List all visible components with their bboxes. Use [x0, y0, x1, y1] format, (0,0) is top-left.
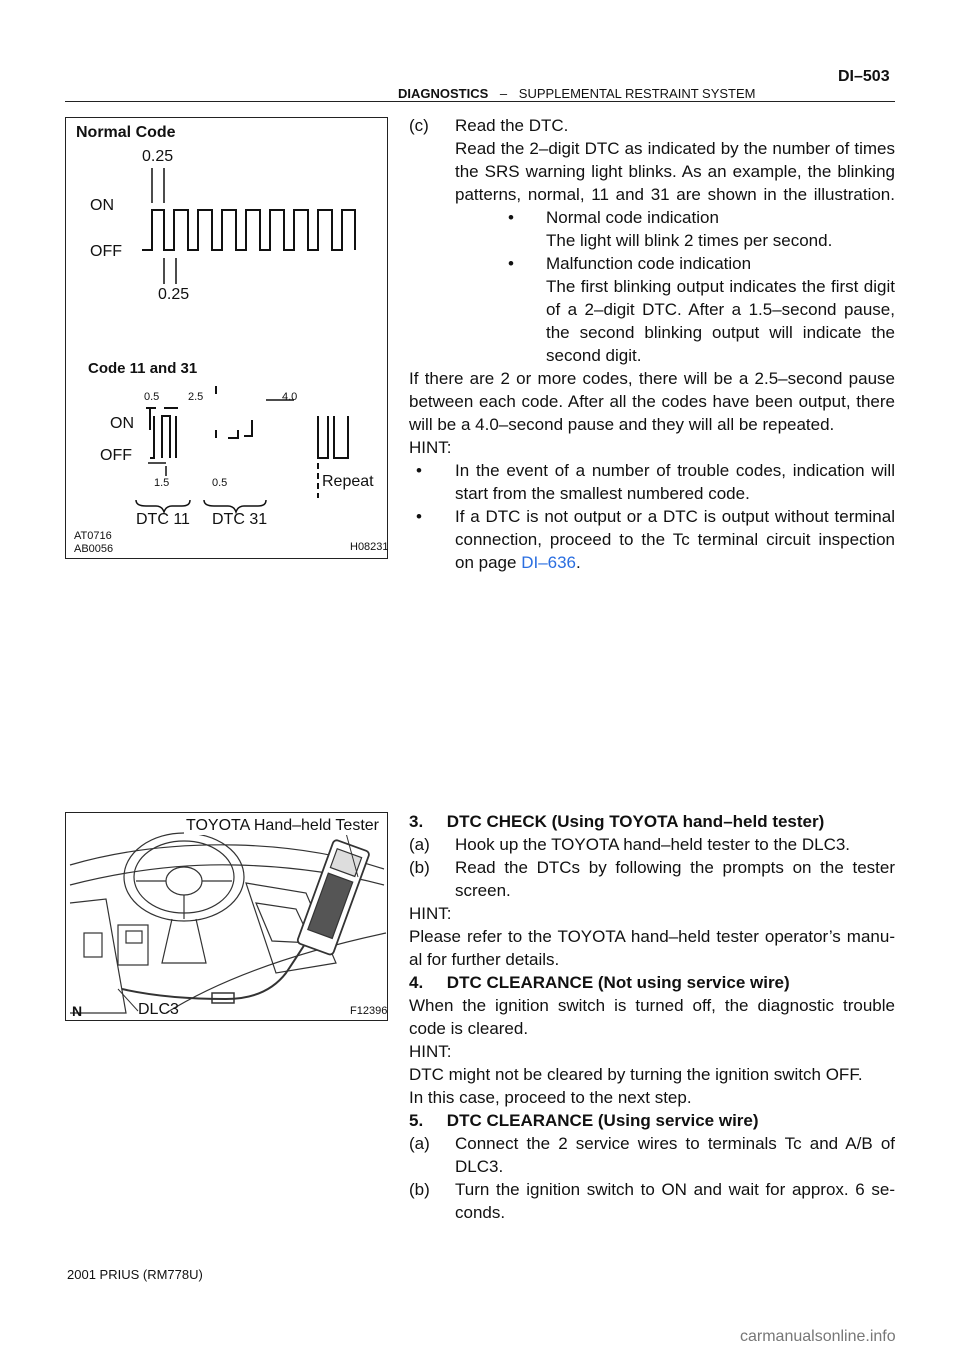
header-title [398, 86, 755, 101]
tester-illustration [66, 813, 387, 1020]
bullet-2-line-1: The first blinking output indicates the first digit [546, 277, 895, 296]
page-number: DI–503 [838, 68, 890, 85]
bottom-duration-label: 0.25 [158, 286, 190, 303]
page-link-di636[interactable]: DI–636 [521, 553, 577, 572]
blink-pattern-diagram [66, 118, 387, 558]
hint-2-text-2: al for further details. [409, 950, 560, 969]
dur-05a-label: 0.5 [144, 391, 160, 403]
dur-25-label: 2.5 [188, 391, 204, 403]
section-5-heading: 5. DTC CLEARANCE (Using service wire) [409, 1111, 759, 1130]
dlc3-label: DLC3 [138, 1001, 179, 1018]
hint-3-line-2: In this case, proceed to the next step. [409, 1088, 692, 1107]
figure-id-2: AB0056 [74, 543, 114, 555]
step-5b-number: (b) [409, 1180, 430, 1199]
para-line-1: If there are 2 or more codes, there will be a 2.5–second pause [409, 369, 895, 388]
section-4-line-1: When the ignition switch is turned off, the diagnostic trouble [409, 996, 895, 1015]
step-c-number: (c) [409, 116, 429, 135]
hint-1-label: HINT: [409, 438, 452, 457]
section-4-heading: 4. DTC CLEARANCE (Not using service wire) [409, 973, 790, 992]
bullet-1-title: Normal code indication [546, 208, 719, 227]
dur-40-label: 4.0 [282, 391, 298, 403]
step-5b-line-2: conds. [455, 1203, 506, 1222]
step-3b-number: (b) [409, 858, 430, 877]
tester-label: TOYOTA Hand–held Tester [186, 817, 379, 834]
step-3a-text: Hook up the TOYOTA hand–held tester to the DLC3. [455, 835, 851, 854]
normal-code-title: Normal Code [76, 124, 176, 141]
section-4-line-2: code is cleared. [409, 1019, 529, 1038]
step-5a-line-2: DLC3. [455, 1157, 504, 1176]
north-mark: N [72, 1003, 83, 1019]
header-rule [65, 101, 895, 102]
code-11-31-title: Code 11 and 31 [88, 360, 198, 377]
bullet-2-line-3: the second blinking output will indicate the [546, 323, 895, 342]
off-label: OFF [90, 243, 122, 260]
dur-05b-label: 0.5 [212, 477, 228, 489]
step-c-line-3: patterns, normal, 11 and 31 are shown in the illustration. [455, 185, 895, 204]
bullet-2-title: Malfunction code indication [546, 254, 752, 273]
section-3-heading: 3. DTC CHECK (Using TOYOTA hand–held tester) [409, 812, 825, 831]
header-subsection: SUPPLEMENTAL RESTRAINT SYSTEM [518, 86, 756, 101]
dtc-11-label: DTC 11 [136, 511, 190, 528]
hint-3-label: HINT: [409, 1042, 452, 1061]
hint-bullet-1: • [416, 461, 422, 480]
bullet-1-text: The light will blink 2 times per second. [546, 231, 833, 250]
top-duration-label: 0.25 [142, 148, 174, 165]
step-5b-line-1: Turn the ignition switch to ON and wait for approx. 6 se- [455, 1180, 895, 1199]
hint-1-line-2: start from the smallest numbered code. [455, 484, 750, 503]
dtc-31-label: DTC 31 [212, 511, 268, 528]
hint-3-line-1: DTC might not be cleared by turning the ignition switch OFF. [409, 1065, 863, 1084]
bullet-2: • [508, 254, 514, 273]
step-c-line-2: the SRS warning light blinks. As an example, the blinking [455, 162, 895, 181]
header-separator: – [499, 86, 508, 101]
off-label-2: OFF [100, 447, 132, 464]
hint-2-text-1: Please refer to the TOYOTA hand–held tester operator’s manu- [409, 927, 895, 946]
bullet-2-line-4: second digit. [546, 346, 642, 365]
watermark: carmanualsonline.info [740, 1328, 896, 1345]
blink-pattern-figure [65, 117, 388, 559]
hint-bullet-2: • [416, 507, 422, 526]
dur-15-label: 1.5 [154, 477, 170, 489]
step-3b-line-1: Read the DTCs by following the prompts on the tester [455, 858, 895, 877]
step-3a-number: (a) [409, 835, 430, 854]
figure-id-3: H08231 [350, 541, 389, 553]
figure-2-id: F12396 [350, 1005, 388, 1017]
step-3b-line-2: screen. [455, 881, 511, 900]
on-label: ON [90, 197, 114, 214]
step-5a-line-1: Connect the 2 service wires to terminals Tc and A/B of [455, 1134, 895, 1153]
bullet-1: • [508, 208, 514, 227]
hint-2-line-3-text: on page [455, 553, 522, 572]
hint-2-line-3-end: . [576, 553, 581, 572]
hint-2-line-3 [455, 553, 581, 573]
hint-2-line-2: connection, proceed to the Tc terminal circuit inspection [455, 530, 895, 549]
hint-2-label: HINT: [409, 904, 452, 923]
footer-model: 2001 PRIUS (RM778U) [67, 1267, 203, 1282]
on-label-2: ON [110, 415, 134, 432]
hint-1-line-1: In the event of a number of trouble codes, indication will [455, 461, 895, 480]
step-c-title: Read the DTC. [455, 116, 569, 135]
bullet-2-line-2: of a 2–digit DTC. After a 1.5–second pause, [546, 300, 895, 319]
tester-figure [65, 812, 388, 1021]
step-5a-number: (a) [409, 1134, 430, 1153]
para-line-3: will be a 4.0–second pause and they will all be repeated. [409, 415, 835, 434]
header-section: DIAGNOSTICS [398, 86, 489, 101]
figure-id-1: AT0716 [74, 530, 112, 542]
hint-2-line-1: If a DTC is not output or a DTC is output without terminal [455, 507, 895, 526]
para-line-2: between each code. After all the codes have been output, there [409, 392, 895, 411]
step-c-line-1: Read the 2–digit DTC as indicated by the number of times [455, 139, 895, 158]
repeat-label: Repeat [322, 473, 374, 490]
